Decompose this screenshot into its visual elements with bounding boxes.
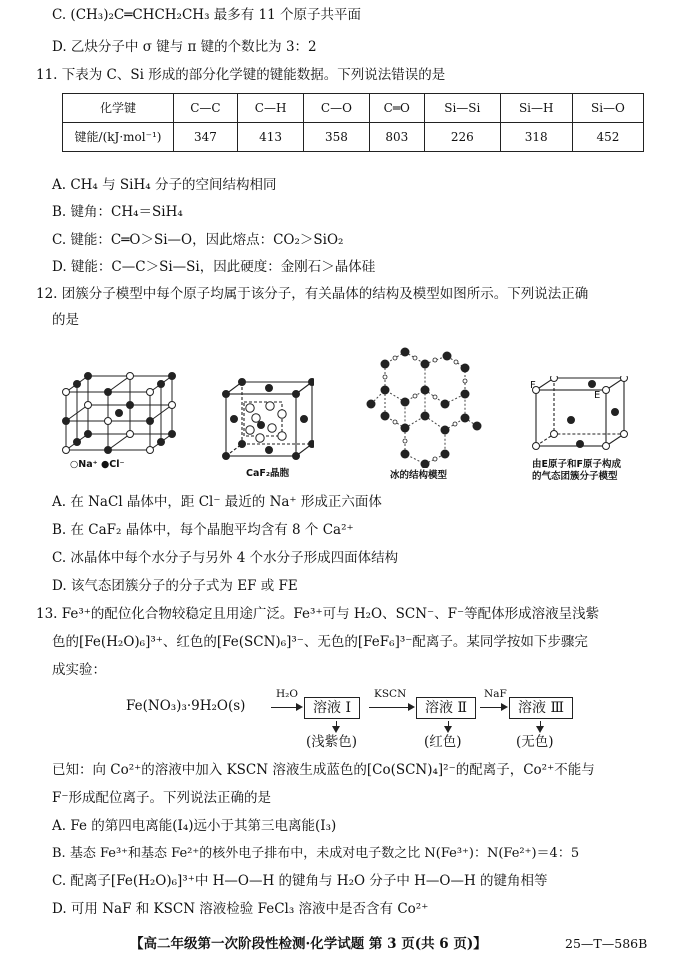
flow-arrow-2 <box>369 707 413 708</box>
table-cell: C—H <box>237 94 303 123</box>
q10-option-d: D. 乙炔分子中 σ 键与 π 键的个数比为 3：2 <box>52 39 317 55</box>
table-cell: 键能/(kJ·mol⁻¹) <box>63 123 174 152</box>
table-cell: 318 <box>500 123 572 152</box>
flow-arrow-1 <box>271 707 301 708</box>
q11-stem: 11. 下表为 C、Si 形成的部分化学键的键能数据。下列说法错误的是 <box>36 67 446 83</box>
cluster-caption-line1: 由E原子和F原子构成 <box>532 459 621 470</box>
q13-stem-line2: 色的[Fe(H₂O)₆]³⁺、红色的[Fe(SCN)₆]³⁻、无色的[FeF₆]³⁻配离子。某同学按如下步骤完 <box>52 634 588 650</box>
flow-solution-3: 溶液 Ⅲ <box>509 697 573 719</box>
table-cell: 化学键 <box>63 94 174 123</box>
table-cell: Si—Si <box>425 94 501 123</box>
q13-known-line1: 已知：向 Co²⁺的溶液中加入 KSCN 溶液生成蓝色的[Co(SCN)₄]²⁻的配离子，Co²⁺不能与 <box>52 762 595 778</box>
page-footer-code: 25—T—586B <box>565 936 648 951</box>
flow-reagent-3: NaF <box>484 688 507 700</box>
q12-option-c: C. 冰晶体中每个水分子与另外 4 个水分子形成四面体结构 <box>52 550 399 566</box>
table-cell: C—O <box>304 94 369 123</box>
flow-down-arrow-2 <box>448 721 449 731</box>
caf2-unit-cell-figure <box>222 378 314 460</box>
q12-stem-line1: 12. 团簇分子模型中每个原子均属于该分子，有关晶体的结构及模型如图所示。下列说法正确 <box>36 286 589 302</box>
table-cell: 358 <box>304 123 369 152</box>
cluster-caption-line2: 的气态团簇分子模型 <box>532 471 618 482</box>
flow-arrow-3 <box>480 707 506 708</box>
label-f: F <box>530 380 536 391</box>
q13-option-c: C. 配离子[Fe(H₂O)₆]³⁺中 H—O—H 的键角与 H₂O 分子中 H—O—H 的键角相等 <box>52 873 548 889</box>
q12-option-a: A. 在 NaCl 晶体中，距 Cl⁻ 最近的 Na⁺ 形成正六面体 <box>52 494 382 510</box>
bond-energy-table <box>62 93 644 152</box>
q13-option-d: D. 可用 NaF 和 KSCN 溶液检验 FeCl₃ 溶液中是否含有 Co²⁺ <box>52 901 429 917</box>
q13-stem-line1: 13. Fe³⁺的配位化合物较稳定且用途广泛。Fe³⁺可与 H₂O、SCN⁻、F⁻等配体形成溶液呈浅紫 <box>36 606 600 622</box>
table-cell: C═O <box>369 94 424 123</box>
flow-reagent-1: H₂O <box>276 688 298 700</box>
q10-option-c: C. (CH₃)₂C═CHCH₂CH₃ 最多有 11 个原子共平面 <box>52 7 362 23</box>
flow-start: Fe(NO₃)₃·9H₂O(s) <box>126 698 246 714</box>
experiment-flow <box>126 688 646 753</box>
flow-color-3: (无色) <box>516 734 554 750</box>
q11-option-c: C. 键能：C═O＞Si—O，因此熔点：CO₂＞SiO₂ <box>52 232 344 248</box>
flow-color-1: (浅紫色) <box>306 734 358 750</box>
table-cell: Si—H <box>500 94 572 123</box>
flow-solution-1: 溶液 Ⅰ <box>304 697 360 719</box>
q12-option-b: B. 在 CaF₂ 晶体中，每个晶胞平均含有 8 个 Ca²⁺ <box>52 522 354 538</box>
flow-down-arrow-3 <box>540 721 541 731</box>
table-cell: 413 <box>237 123 303 152</box>
q13-stem-line3: 成实验： <box>52 662 106 678</box>
table-cell: 803 <box>369 123 424 152</box>
table-row <box>63 123 644 152</box>
table-cell: 452 <box>572 123 643 152</box>
nacl-legend: ○Na⁺ ●Cl⁻ <box>70 459 125 470</box>
table-cell: Si—O <box>572 94 643 123</box>
flow-solution-2: 溶液 Ⅱ <box>416 697 476 719</box>
caf2-caption: CaF₂晶胞 <box>246 468 290 479</box>
q13-known-line2: F⁻形成配位离子。下列说法正确的是 <box>52 790 271 806</box>
flow-down-arrow-1 <box>336 721 337 731</box>
ef-cluster-figure <box>530 376 630 450</box>
table-cell: 226 <box>425 123 501 152</box>
label-e: E <box>594 390 601 401</box>
table-cell: C—C <box>174 94 238 123</box>
table-header-row <box>63 94 644 123</box>
q13-option-a: A. Fe 的第四电离能(I₄)远小于其第三电离能(I₃) <box>52 818 337 834</box>
q11-option-a: A. CH₄ 与 SiH₄ 分子的空间结构相同 <box>52 177 277 193</box>
q12-stem-line2: 的是 <box>52 312 79 328</box>
flow-color-2: (红色) <box>424 734 462 750</box>
page-footer-title: 【高二年级第一次阶段性检测·化学试题 第 3 页(共 6 页)】 <box>130 936 487 952</box>
q13-option-b: B. 基态 Fe³⁺和基态 Fe²⁺的核外电子排布中，未成对电子数之比 N(Fe³⁺)：N(Fe²⁺)＝4：5 <box>52 846 580 861</box>
nacl-crystal-figure <box>60 372 176 454</box>
ice-structure-figure <box>365 346 483 468</box>
flow-reagent-2: KSCN <box>374 688 407 700</box>
q12-option-d: D. 该气态团簇分子的分子式为 EF 或 FE <box>52 578 298 594</box>
ice-caption: 冰的结构模型 <box>390 470 448 481</box>
q11-option-b: B. 键角：CH₄＝SiH₄ <box>52 204 183 220</box>
q11-option-d: D. 键能：C—C＞Si—Si，因此硬度：金刚石＞晶体硅 <box>52 259 376 275</box>
table-cell: 347 <box>174 123 238 152</box>
